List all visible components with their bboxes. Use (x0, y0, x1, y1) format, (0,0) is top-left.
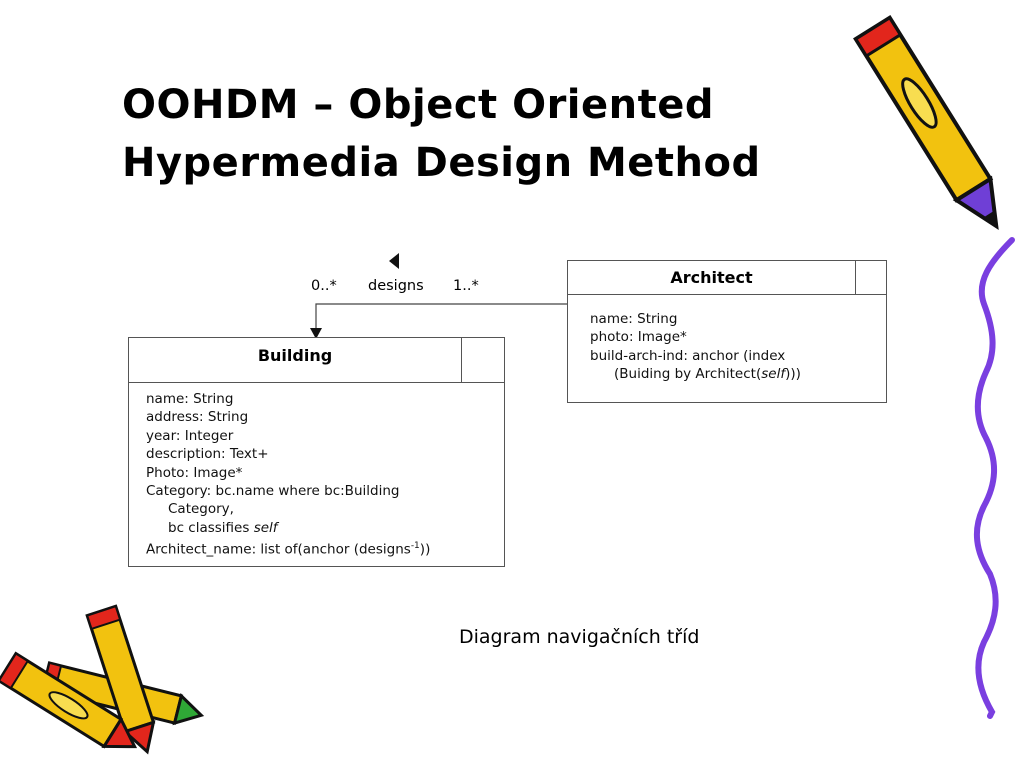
attribute: address: String (146, 409, 249, 426)
attribute-text: bc classifies (168, 519, 254, 536)
class-header (568, 261, 886, 295)
attribute (146, 537, 430, 559)
attribute-italic: self (253, 519, 278, 536)
multiplicity-right: 1..* (453, 278, 479, 294)
slide-title-line-2: Hypermedia Design Method (122, 140, 761, 186)
attribute: description: Text+ (146, 446, 269, 463)
attribute: build-arch-ind: anchor (index (590, 347, 786, 364)
class-attributes (146, 390, 430, 559)
attribute: photo: Image* (590, 329, 687, 346)
attribute-text: )) (419, 541, 431, 558)
class-header-cell (855, 261, 886, 294)
multiplicity-left: 0..* (311, 278, 337, 294)
attribute (590, 365, 801, 383)
class-name: Architect (670, 268, 753, 287)
association-name: designs (368, 278, 424, 294)
attribute-superscript: -1 (410, 541, 420, 552)
attribute: year: Integer (146, 427, 234, 444)
attribute (146, 519, 430, 537)
attribute: name: String (146, 391, 234, 407)
class-box-building (128, 337, 505, 567)
attribute: Category: bc.name where bc:Building (146, 483, 400, 500)
class-header (129, 338, 504, 383)
attribute: name: String (590, 311, 678, 327)
attribute-text: ))) (785, 366, 801, 383)
class-box-architect (567, 260, 887, 403)
attribute-italic: self (761, 366, 786, 383)
class-name: Building (257, 346, 333, 365)
attribute-text: (Buiding by Architect( (614, 366, 762, 383)
attribute: Photo: Image* (146, 464, 243, 481)
diagram-caption: Diagram navigačních tříd (459, 626, 700, 648)
triangle-left-icon (389, 253, 399, 269)
attribute-text: Architect_name: list of(anchor (designs (146, 541, 411, 558)
class-attributes (590, 310, 801, 384)
slide-title-line-1: OOHDM – Object Oriented (122, 82, 715, 128)
class-header-cell (461, 338, 504, 382)
attribute: Category, (168, 501, 234, 518)
